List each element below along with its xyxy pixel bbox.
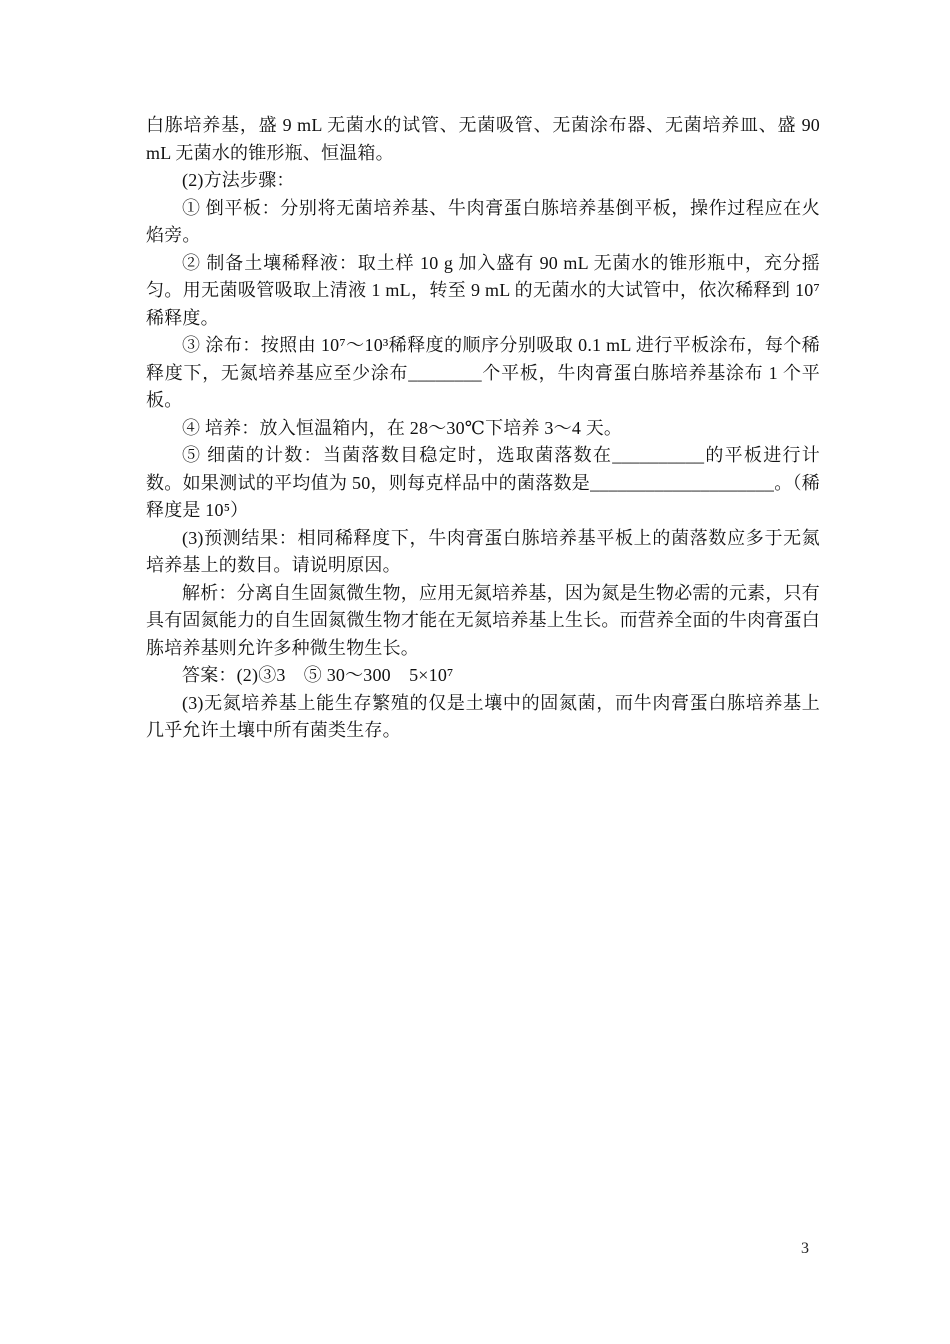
paragraph-answer-3: (3)无氮培养基上能生存繁殖的仅是土壤中的固氮菌，而牛肉膏蛋白胨培养基上几乎允许土壤中所有菌类生存。: [146, 692, 820, 740]
paragraph-method-steps-heading: (2)方法步骤：: [182, 170, 295, 190]
paragraph-answer: 答案：(2)③3 ⑤ 30～300 5×10⁷: [182, 665, 454, 685]
page-number: 3: [801, 1240, 809, 1257]
paragraph-analysis: 解析：分离自生固氮微生物，应用无氮培养基，因为氮是生物必需的元素，只有具有固氮能力的自生固氮微生物才能在无氮培养基上生长。而营养全面的牛肉膏蛋白胨培养基则允许多种微生物生长。: [146, 582, 820, 658]
paragraph-step-2: ② 制备土壤稀释液：取土样 10 g 加入盛有 90 mL 无菌水的锥形瓶中，充分摇匀。用无菌吸管吸取上清液 1 mL，转至 9 mL 的无菌水的大试管中，依次稀释到 10⁷稀释度。: [146, 252, 820, 328]
paragraph-continuation: 白胨培养基，盛 9 mL 无菌水的试管、无菌吸管、无菌涂布器、无菌培养皿、盛 90 mL 无菌水的锥形瓶、恒温箱。: [146, 115, 820, 163]
text-block: [146, 112, 820, 745]
paragraph-step-3: ③ 涂布：按照由 10⁷～10³稀释度的顺序分别吸取 0.1 mL 进行平板涂布，每个稀释度下，无氮培养基应至少涂布________个平板，牛肉膏蛋白胨培养基涂布 1 个平板。: [146, 335, 820, 410]
paragraph-step-4: ④ 培养：放入恒温箱内，在 28～30℃下培养 3～4 天。: [182, 417, 623, 438]
paragraph-step-5: ⑤ 细菌的计数：当菌落数目稳定时，选取菌落数在__________的平板进行计数。如果测试的平均值为 50，则每克样品中的菌落数是____________________。（稀释度是 10⁵）: [146, 445, 821, 520]
paragraph-step-1: ① 倒平板：分别将无菌培养基、牛肉膏蛋白胨培养基倒平板，操作过程应在火焰旁。: [146, 197, 820, 245]
paragraph-prediction: (3)预测结果：相同稀释度下，牛肉膏蛋白胨培养基平板上的菌落数应多于无氮培养基上的数目。请说明原因。: [146, 527, 820, 575]
